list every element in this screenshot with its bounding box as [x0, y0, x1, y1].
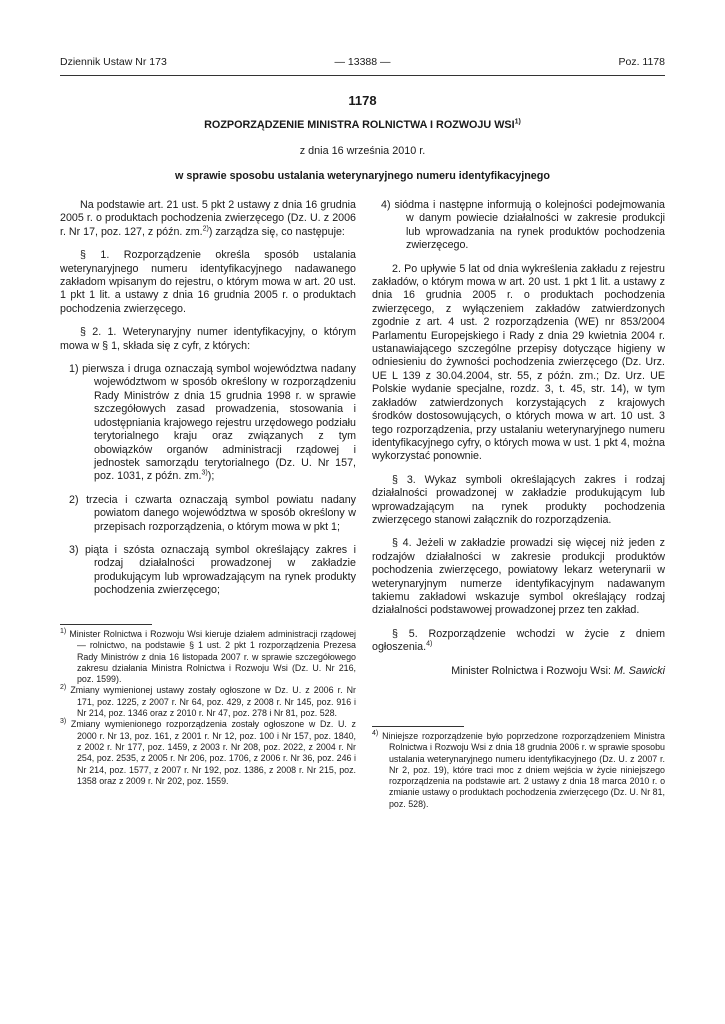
footnote-divider	[60, 624, 152, 625]
journal-name: Dziennik Ustaw Nr 173	[60, 56, 167, 68]
footnote-ref[interactable]: 4)	[426, 640, 433, 648]
footnotes-left	[60, 624, 356, 787]
signatory-name: M. Sawicki	[613, 664, 665, 677]
footnote: $^{1)}$ Minister Rolnictwa i Rozwoju Wsi kieruje działem administracji rządowej — rolnictwo, na podstawie § 1 ust. 2 pkt 1 rozporządzenia Prezesa Rady Ministrów z dnia 16 listopada 2007 r. w sprawie szczegółowego zakresu działania Ministra Rolnictwa i Rozwoju Wsi (Dz. U. Nr 216, poz. 1599).	[60, 628, 357, 685]
list-item: 4) siódma i następne informują o kolejności podejmowania w danym powiecie działalności w zakresie produkcji lub wprowadzania na rynek produktów pochodzenia zwierzęcego.	[381, 199, 665, 252]
act-subject: w sprawie sposobu ustalania weterynaryjnego numeru identyfikacyjnego	[175, 170, 550, 182]
right-column	[372, 199, 665, 688]
paragraph-1: § 1. Rozporządzenie określa sposób ustalania weterynaryjnego numeru identyfikacyjnego nadawanego zakładom wpisanym do rejestru, o którym mowa w art. 20 ust. 1 pkt 1 lit. a ustawy z dnia 16 grudnia 2005 r. o produktach pochodzenia zwierzęcego.	[60, 249, 356, 315]
preamble: Na podstawie art. 21 ust. 5 pkt 2 ustawy z dnia 16 grudnia 2005 r. o produktach pochodzenia zwierzęcego (Dz. U. z 2006 r. Nr 17, poz. 127, z późn. zm.$^{2)}$) zarządza się, co następuje:	[60, 199, 356, 238]
left-column	[60, 199, 356, 608]
list-item: 2) trzecia i czwarta oznaczają symbol powiatu nadany powiatom danego województwa w sposób określony w przepisach rozporządzenia, o którym mowa w pkt 1;	[69, 493, 356, 533]
footnote: $^{4)}$ Niniejsze rozporządzenie było poprzedzone rozporządzeniem Ministra Rolnictwa i Rozwoju Wsi z dnia 18 grudnia 2006 r. w sprawie sposobu ustalania weterynaryjnego numeru identyfikacyjnego (Dz. U. z 2007 r. Nr 2, poz. 19), które traci moc z dniem wejścia w życie niniejszego rozporządzenia na podstawie art. 2 ustawy z dnia 18 marca 2010 r. o zmianie ustawy o produktach pochodzenia zwierzęcego (Dz. U. Nr 81, poz. 528).	[372, 730, 665, 809]
position-number: Poz. 1178	[618, 56, 665, 68]
footnotes-right	[372, 726, 665, 810]
signature: Minister Rolnictwa i Rozwoju Wsi: M. Sawicki	[451, 664, 665, 677]
list-item: 1) pierwsza i druga oznaczają symbol województwa nadany województwom w sposób określony w rozporządzeniu Rady Ministrów z dnia 15 grudnia 1998 r. w sprawie szczegółowych zasad prowadzenia, stosowania i udostępniania krajowego rejestru urzędowego podziału terytorialnego kraju oraz związanych z tym obowiązków organów administracji rządowej i jednostek samorządu terytorialnego (Dz. U. Nr 157, poz. 1031, z późn. zm.$^{3)}$);	[69, 363, 356, 483]
paragraph-2-intro: § 2. 1. Weterynaryjny numer identyfikacyjny, o którym mowa w § 1, składa się z cyfr, z których:	[60, 326, 356, 352]
paragraph-2-2: 2. Po upływie 5 lat od dnia wykreślenia zakładu z rejestru zakładów, o którym mowa w art. 20 ust. 1 pkt 1 lit. a ustawy z dnia 16 grudnia 2005 r. o produktach pochodzenia zwierzęcego, z wyłączeniem zakładów zatwierdzonych zgodnie z art. 4 ust. 2 rozporządzenia (WE) nr 853/2004 Parlamentu Europejskiego i Rady z dnia 29 kwietnia 2004 r. ustanawiającego szczególne przepisy dotyczące higieny w odniesieniu do żywności pochodzenia zwierzęcego (Dz. Urz. UE L 139 z 30.04.2004, str. 55, z późn. zm.; Dz. Urz. UE Polskie wydanie specjalne, rozdz. 3, t. 45, str. 14), w tym zakładów zatwierdzonych korzystających z krajowych środków dostosowujących, o których mowa w art. 10 ust. 3 tego rozporządzenia, przy ustalaniu weterynaryjnego numeru identyfikacyjnego cyfry, o których mowa w ust. 1 pkt 4, można wykorzystać ponownie.	[372, 262, 665, 463]
footnote-ref[interactable]: 2)	[202, 225, 209, 233]
footnote-ref[interactable]: 3)	[201, 469, 208, 477]
page-header	[60, 56, 665, 72]
footnote-ref[interactable]: 1)	[514, 118, 521, 126]
paragraph-3: § 3. Wykaz symboli określających zakres i rodzaj działalności prowadzonej w zakładzie produkującym lub wprowadzającym na rynek produkty pochodzenia zwierzęcego stanowi załącznik do rozporządzenia.	[372, 473, 665, 526]
act-title	[40, 119, 685, 131]
footnote: $^{3)}$ Zmiany wymienionego rozporządzenia zostały ogłoszone w Dz. U. z 2000 r. Nr 13, poz. 161, z 2001 r. Nr 12, poz. 100 i Nr 157, poz. 1840, z 2002 r. Nr 177, poz. 1459, z 2003 r. Nr 208, poz. 2022, z 2004 r. Nr 254, poz. 2535, z 2005 r. Nr 206, poz. 1706, z 2006 r. Nr 36, poz. 246 i Nr 214, poz. 1577, z 2007 r. Nr 192, poz. 1386, z 2008 r. Nr 215, poz. 1358 oraz z 2009 r. Nr 202, poz. 1559.	[60, 718, 356, 786]
paragraph-5: § 5. Rozporządzenie wchodzi w życie z dniem ogłoszenia.$^{4)}$	[372, 627, 665, 654]
act-number: 1178	[348, 93, 377, 108]
header-divider	[60, 75, 665, 76]
paragraph-4: § 4. Jeżeli w zakładzie prowadzi się więcej niż jeden z rodzajów działalności w zakresie produkcji produktów pochodzenia zwierzęcego, powiatowy lekarz weterynarii w weterynaryjnym numerze identyfikacyjnym nadawanym takiemu zakładowi wskazuje symbol określający rodzaj działalności podstawowej prowadzonej przez ten zakład.	[372, 537, 665, 617]
list-item: 3) piąta i szósta oznaczają symbol określający zakres i rodzaj działalności prowadzonej w zakładzie produkującym lub wprowadzającym na rynek produkty pochodzenia zwierzęcego;	[69, 543, 356, 597]
footnote-divider	[372, 726, 464, 727]
act-date: z dnia 16 września 2010 r.	[299, 145, 426, 157]
footnote: $^{2)}$ Zmiany wymienionej ustawy zostały ogłoszone w Dz. U. z 2006 r. Nr 171, poz. 1225, z 2007 r. Nr 64, poz. 429, z 2008 r. Nr 145, poz. 916 i Nr 214, poz. 1346 oraz z 2010 r. Nr 47, poz. 278 i Nr 81, poz. 528.	[60, 684, 356, 719]
act-title-text: ROZPORZĄDZENIE MINISTRA ROLNICTWA I ROZWOJU WSI	[204, 119, 515, 131]
page-number: — 13388 —	[334, 56, 391, 68]
